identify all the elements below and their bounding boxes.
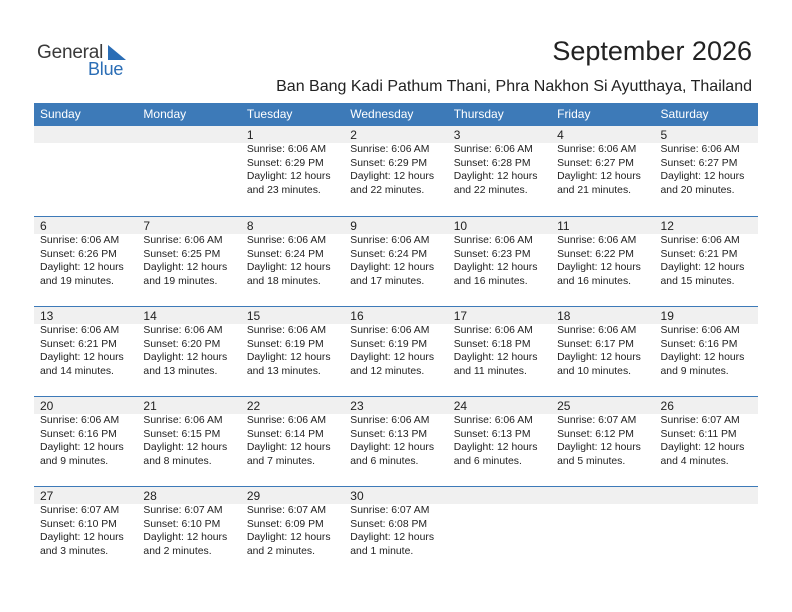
- sunrise-text: Sunrise: 6:07 AM: [350, 505, 430, 516]
- day-cell: [344, 397, 447, 486]
- sunrise-text: Sunrise: 6:07 AM: [660, 415, 740, 426]
- sunrise-text: Sunrise: 6:06 AM: [40, 415, 120, 426]
- daylight-text: Daylight: 12 hours: [143, 352, 228, 364]
- daylight-text: and 22 minutes.: [453, 184, 528, 196]
- day-number-band: [551, 487, 654, 504]
- day-cell: [137, 487, 240, 576]
- sunrise-text: Sunrise: 6:06 AM: [246, 144, 326, 155]
- sunset-text: Sunset: 6:19 PM: [246, 338, 324, 350]
- daylight-text: Daylight: 12 hours: [350, 442, 435, 454]
- sunset-text: Sunset: 6:23 PM: [453, 248, 531, 260]
- day-number: 4: [557, 128, 564, 142]
- day-cell: [344, 126, 447, 216]
- sunrise-text: Sunrise: 6:06 AM: [660, 325, 740, 336]
- daylight-text: and 21 minutes.: [557, 184, 632, 196]
- day-number-band: [137, 487, 240, 504]
- day-cell: [241, 487, 344, 576]
- day-cell: [34, 307, 137, 396]
- daylight-text: and 1 minute.: [350, 545, 414, 557]
- sunrise-text: Sunrise: 6:06 AM: [143, 415, 223, 426]
- daylight-text: Daylight: 12 hours: [453, 171, 538, 183]
- sunrise-text: Sunrise: 6:06 AM: [143, 325, 223, 336]
- daylight-text: and 14 minutes.: [40, 365, 114, 377]
- day-number-band: [551, 397, 654, 414]
- calendar-week: [34, 216, 758, 306]
- sunset-text: Sunset: 6:22 PM: [557, 248, 634, 260]
- day-number: 19: [660, 309, 674, 323]
- sunrise-text: Sunrise: 6:06 AM: [246, 325, 326, 336]
- day-number-band: [344, 126, 447, 143]
- day-number: 25: [557, 399, 571, 413]
- day-number-band: [551, 217, 654, 234]
- empty-day-cell: [655, 487, 758, 576]
- sunrise-text: Sunrise: 6:06 AM: [453, 325, 533, 336]
- daylight-text: and 10 minutes.: [557, 365, 632, 377]
- day-number-band: [241, 397, 344, 414]
- sunrise-text: Sunrise: 6:06 AM: [246, 415, 326, 426]
- day-number-band: [137, 217, 240, 234]
- day-number: 18: [557, 309, 571, 323]
- day-number: 12: [660, 219, 674, 233]
- daylight-text: Daylight: 12 hours: [246, 262, 331, 274]
- weekday-monday: Monday: [143, 107, 187, 121]
- sunrise-text: Sunrise: 6:06 AM: [453, 144, 533, 155]
- daylight-text: Daylight: 12 hours: [557, 442, 641, 454]
- calendar-weeks: [34, 126, 758, 576]
- calendar-week: [34, 126, 758, 216]
- sunrise-text: Sunrise: 6:07 AM: [246, 505, 326, 516]
- day-number: 11: [557, 219, 570, 233]
- sunrise-text: Sunrise: 6:06 AM: [453, 235, 533, 246]
- daylight-text: Daylight: 12 hours: [660, 352, 745, 364]
- day-number: 28: [143, 489, 157, 503]
- daylight-text: and 17 minutes.: [350, 275, 425, 287]
- day-cell: [655, 126, 758, 216]
- weekday-thursday: Thursday: [453, 107, 504, 121]
- day-cell: [448, 307, 551, 396]
- sunrise-text: Sunrise: 6:06 AM: [40, 325, 120, 336]
- daylight-text: Daylight: 12 hours: [40, 262, 124, 274]
- daylight-text: and 9 minutes.: [660, 365, 729, 377]
- daylight-text: and 11 minutes.: [453, 365, 527, 377]
- day-cell: [34, 217, 137, 306]
- empty-day-cell: [34, 126, 137, 216]
- day-cell: [344, 487, 447, 576]
- sunset-text: Sunset: 6:29 PM: [246, 157, 324, 169]
- sunset-text: Sunset: 6:16 PM: [660, 338, 738, 350]
- daylight-text: Daylight: 12 hours: [557, 352, 641, 364]
- daylight-text: and 6 minutes.: [453, 455, 522, 467]
- day-number: 3: [453, 128, 461, 142]
- day-number: 1: [246, 128, 254, 142]
- daylight-text: Daylight: 12 hours: [246, 352, 331, 364]
- day-cell: [655, 217, 758, 306]
- weekday-saturday: Saturday: [660, 107, 709, 121]
- sunrise-text: Sunrise: 6:06 AM: [557, 144, 637, 155]
- day-number: 6: [40, 219, 47, 233]
- daylight-text: Daylight: 12 hours: [350, 352, 435, 364]
- sunset-text: Sunset: 6:26 PM: [40, 248, 117, 260]
- day-number-band: [137, 307, 240, 324]
- day-number-band: [448, 126, 551, 143]
- day-number: 5: [660, 128, 668, 142]
- day-number-band: [551, 307, 654, 324]
- sunset-text: Sunset: 6:16 PM: [40, 428, 117, 440]
- daylight-text: and 13 minutes.: [143, 365, 218, 377]
- sunset-text: Sunset: 6:11 PM: [660, 428, 737, 440]
- sunrise-text: Sunrise: 6:06 AM: [350, 144, 430, 155]
- day-number: 21: [143, 399, 157, 413]
- calendar-week: [34, 306, 758, 396]
- day-number: 2: [350, 128, 357, 142]
- daylight-text: and 19 minutes.: [143, 275, 218, 287]
- daylight-text: Daylight: 12 hours: [660, 262, 745, 274]
- day-cell: [551, 307, 654, 396]
- day-number-band: [34, 126, 137, 143]
- sunset-text: Sunset: 6:24 PM: [350, 248, 428, 260]
- day-number-band: [34, 307, 137, 324]
- daylight-text: and 2 minutes.: [143, 545, 212, 557]
- daylight-text: Daylight: 12 hours: [143, 532, 228, 544]
- sunset-text: Sunset: 6:10 PM: [40, 518, 117, 530]
- sunrise-text: Sunrise: 6:06 AM: [660, 144, 740, 155]
- sunrise-text: Sunrise: 6:06 AM: [453, 415, 533, 426]
- day-number-band: [655, 487, 758, 504]
- daylight-text: and 18 minutes.: [246, 275, 321, 287]
- day-number-band: [137, 126, 240, 143]
- day-cell: [241, 126, 344, 216]
- sunset-text: Sunset: 6:17 PM: [557, 338, 634, 350]
- sunset-text: Sunset: 6:19 PM: [350, 338, 428, 350]
- daylight-text: Daylight: 12 hours: [246, 442, 331, 454]
- sunrise-text: Sunrise: 6:06 AM: [40, 235, 120, 246]
- weekday-header: [34, 103, 758, 126]
- daylight-text: and 3 minutes.: [40, 545, 109, 557]
- day-cell: [241, 217, 344, 306]
- daylight-text: Daylight: 12 hours: [143, 262, 228, 274]
- calendar-grid: [34, 103, 758, 576]
- day-number: 27: [40, 489, 54, 503]
- daylight-text: and 22 minutes.: [350, 184, 425, 196]
- logo-general-text: General: [37, 42, 104, 63]
- sunset-text: Sunset: 6:10 PM: [143, 518, 221, 530]
- page-title: September 2026: [552, 36, 752, 66]
- daylight-text: Daylight: 12 hours: [660, 442, 745, 454]
- empty-day-cell: [551, 487, 654, 576]
- generalblue-logo: [37, 42, 137, 82]
- sunrise-text: Sunrise: 6:07 AM: [40, 505, 120, 516]
- day-number-band: [655, 307, 758, 324]
- day-number-band: [241, 217, 344, 234]
- day-cell: [551, 126, 654, 216]
- sunset-text: Sunset: 6:21 PM: [660, 248, 738, 260]
- day-cell: [344, 307, 447, 396]
- sunrise-text: Sunrise: 6:07 AM: [143, 505, 223, 516]
- daylight-text: Daylight: 12 hours: [40, 442, 124, 454]
- day-cell: [655, 397, 758, 486]
- day-number: 29: [246, 489, 261, 503]
- day-number: 22: [246, 399, 261, 413]
- day-cell: [137, 397, 240, 486]
- location-subtitle: Ban Bang Kadi Pathum Thani, Phra Nakhon Si Ayutthaya, Thailand: [276, 78, 752, 95]
- sunrise-text: Sunrise: 6:06 AM: [350, 325, 430, 336]
- sunrise-text: Sunrise: 6:06 AM: [350, 415, 430, 426]
- logo-blue-text: Blue: [88, 59, 124, 79]
- sunset-text: Sunset: 6:09 PM: [246, 518, 324, 530]
- daylight-text: and 5 minutes.: [557, 455, 626, 467]
- day-number-band: [241, 307, 344, 324]
- daylight-text: Daylight: 12 hours: [143, 442, 228, 454]
- sunset-text: Sunset: 6:14 PM: [246, 428, 324, 440]
- daylight-text: and 7 minutes.: [246, 455, 316, 467]
- day-number: 30: [350, 489, 364, 503]
- day-cell: [137, 217, 240, 306]
- day-number: 7: [143, 219, 151, 233]
- day-number: 15: [246, 309, 261, 323]
- daylight-text: Daylight: 12 hours: [557, 171, 641, 183]
- daylight-text: and 12 minutes.: [350, 365, 425, 377]
- daylight-text: and 2 minutes.: [246, 545, 316, 557]
- sunset-text: Sunset: 6:08 PM: [350, 518, 428, 530]
- day-cell: [34, 487, 137, 576]
- sunrise-text: Sunrise: 6:06 AM: [350, 235, 430, 246]
- day-cell: [448, 217, 551, 306]
- sunrise-text: Sunrise: 6:06 AM: [246, 235, 326, 246]
- day-number-band: [655, 217, 758, 234]
- sunset-text: Sunset: 6:18 PM: [453, 338, 531, 350]
- daylight-text: and 15 minutes.: [660, 275, 735, 287]
- day-number: 26: [660, 399, 674, 413]
- sunrise-text: Sunrise: 6:06 AM: [557, 325, 637, 336]
- sunset-text: Sunset: 6:27 PM: [660, 157, 738, 169]
- sunset-text: Sunset: 6:21 PM: [40, 338, 117, 350]
- daylight-text: and 20 minutes.: [660, 184, 735, 196]
- day-cell: [34, 397, 137, 486]
- day-cell: [137, 307, 240, 396]
- sunset-text: Sunset: 6:25 PM: [143, 248, 221, 260]
- day-cell: [448, 126, 551, 216]
- sunset-text: Sunset: 6:24 PM: [246, 248, 324, 260]
- sunset-text: Sunset: 6:15 PM: [143, 428, 221, 440]
- sunset-text: Sunset: 6:27 PM: [557, 157, 634, 169]
- day-number-band: [448, 217, 551, 234]
- daylight-text: and 8 minutes.: [143, 455, 212, 467]
- day-number-band: [344, 397, 447, 414]
- day-cell: [551, 397, 654, 486]
- day-cell: [344, 217, 447, 306]
- daylight-text: and 16 minutes.: [453, 275, 528, 287]
- daylight-text: Daylight: 12 hours: [40, 352, 124, 364]
- day-number-band: [137, 397, 240, 414]
- daylight-text: Daylight: 12 hours: [246, 171, 331, 183]
- day-number-band: [344, 307, 447, 324]
- day-number-band: [241, 487, 344, 504]
- day-number-band: [655, 126, 758, 143]
- day-number-band: [241, 126, 344, 143]
- day-cell: [551, 217, 654, 306]
- day-number-band: [655, 397, 758, 414]
- weekday-wednesday: Wednesday: [350, 107, 414, 121]
- daylight-text: Daylight: 12 hours: [246, 532, 331, 544]
- day-number-band: [34, 217, 137, 234]
- sunrise-text: Sunrise: 6:06 AM: [557, 235, 637, 246]
- calendar-week: [34, 396, 758, 486]
- day-number-band: [34, 487, 137, 504]
- daylight-text: and 9 minutes.: [40, 455, 109, 467]
- daylight-text: and 23 minutes.: [246, 184, 321, 196]
- day-number-band: [448, 487, 551, 504]
- sunrise-text: Sunrise: 6:07 AM: [557, 415, 637, 426]
- day-number: 9: [350, 219, 357, 233]
- day-number: 10: [453, 219, 468, 233]
- sunset-text: Sunset: 6:20 PM: [143, 338, 221, 350]
- day-cell: [655, 307, 758, 396]
- sunrise-text: Sunrise: 6:06 AM: [660, 235, 740, 246]
- day-number: 13: [40, 309, 54, 323]
- weekday-tuesday: Tuesday: [246, 107, 293, 121]
- daylight-text: Daylight: 12 hours: [557, 262, 641, 274]
- day-number: 14: [143, 309, 157, 323]
- day-number: 23: [350, 399, 364, 413]
- daylight-text: and 19 minutes.: [40, 275, 114, 287]
- day-number-band: [448, 397, 551, 414]
- day-number: 20: [40, 399, 54, 413]
- day-number-band: [448, 307, 551, 324]
- weekday-friday: Friday: [557, 107, 591, 121]
- daylight-text: Daylight: 12 hours: [350, 171, 435, 183]
- daylight-text: Daylight: 12 hours: [40, 532, 124, 544]
- sunset-text: Sunset: 6:13 PM: [350, 428, 428, 440]
- daylight-text: Daylight: 12 hours: [453, 352, 538, 364]
- daylight-text: Daylight: 12 hours: [350, 262, 435, 274]
- day-number: 24: [453, 399, 468, 413]
- daylight-text: and 13 minutes.: [246, 365, 321, 377]
- daylight-text: and 16 minutes.: [557, 275, 632, 287]
- day-number-band: [344, 487, 447, 504]
- day-number: 8: [246, 219, 254, 233]
- empty-day-cell: [448, 487, 551, 576]
- weekday-sunday: Sunday: [40, 107, 81, 121]
- daylight-text: and 4 minutes.: [660, 455, 729, 467]
- sunrise-text: Sunrise: 6:06 AM: [143, 235, 223, 246]
- sunset-text: Sunset: 6:28 PM: [453, 157, 531, 169]
- day-cell: [241, 397, 344, 486]
- sunset-text: Sunset: 6:13 PM: [453, 428, 531, 440]
- sunset-text: Sunset: 6:12 PM: [557, 428, 634, 440]
- day-number: 17: [453, 309, 468, 323]
- daylight-text: Daylight: 12 hours: [453, 262, 538, 274]
- calendar-week: [34, 486, 758, 576]
- day-number: 16: [350, 309, 364, 323]
- day-number-band: [551, 126, 654, 143]
- day-number-band: [34, 397, 137, 414]
- daylight-text: Daylight: 12 hours: [453, 442, 538, 454]
- sunset-text: Sunset: 6:29 PM: [350, 157, 428, 169]
- daylight-text: Daylight: 12 hours: [350, 532, 435, 544]
- day-number-band: [344, 217, 447, 234]
- daylight-text: and 6 minutes.: [350, 455, 419, 467]
- day-cell: [241, 307, 344, 396]
- daylight-text: Daylight: 12 hours: [660, 171, 745, 183]
- empty-day-cell: [137, 126, 240, 216]
- day-cell: [448, 397, 551, 486]
